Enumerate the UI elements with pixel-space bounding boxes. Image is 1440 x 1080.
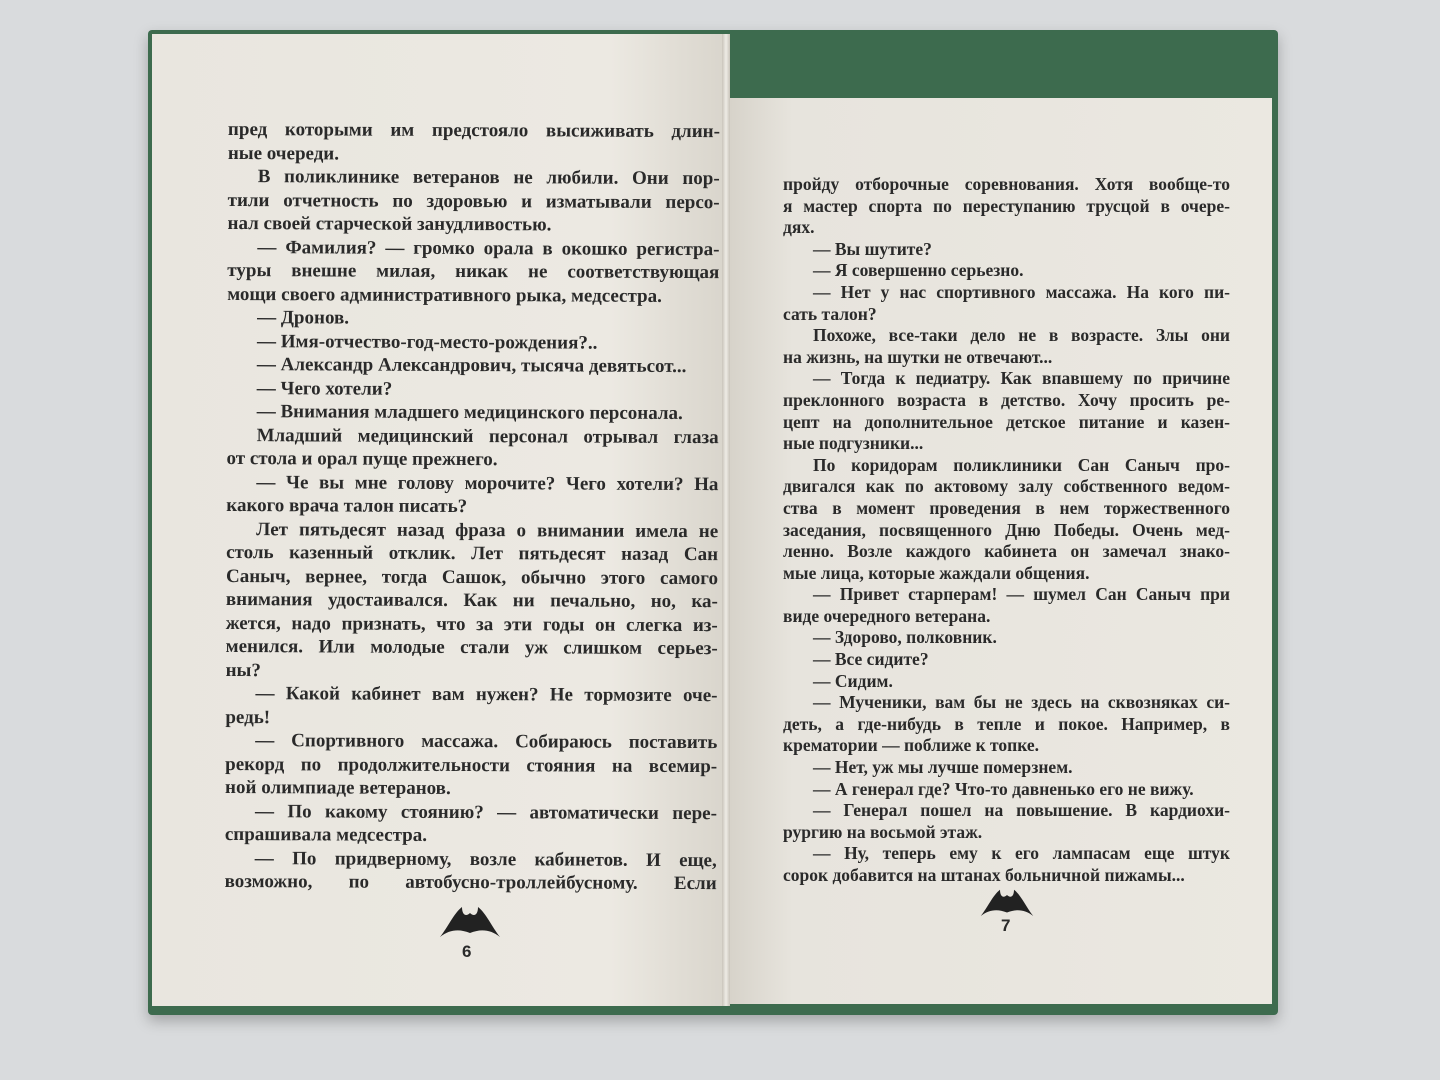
text-line: — Ну, теперь ему к его лампасам еще штук bbox=[813, 843, 1230, 864]
text-line: — Какой кабинет вам нужен? Не тормозите оче- bbox=[255, 683, 718, 707]
text-line: — Здорово, полковник. bbox=[813, 627, 997, 648]
text-line: — Спортивного массажа. Собираюсь поставить bbox=[255, 730, 718, 754]
text-line: рекорд по продолжительности стояния на всемир- bbox=[225, 753, 718, 777]
text-line: — Все сидите? bbox=[813, 649, 929, 670]
text-line: я мастер спорта по переступанию трусцой в очере- bbox=[783, 195, 1230, 216]
text-line: ства в момент проведения в нем торжественного bbox=[783, 497, 1230, 518]
text-line: — Мученики, вам бы не здесь на сквозняках си- bbox=[813, 692, 1230, 713]
text-line: редь! bbox=[225, 706, 271, 728]
text-line: — Александр Александрович, тысяча девятьсот... bbox=[256, 354, 687, 378]
bat-icon bbox=[440, 905, 500, 937]
text-line: — Привет старперам! — шумел Сан Саныч при bbox=[813, 584, 1230, 605]
text-line: Саныч, вернее, тогда Сашок, обычно этого самого bbox=[225, 565, 719, 589]
text-line: — Дронов. bbox=[257, 307, 350, 329]
text-line: менился. Или молодые стали уж слишком серьез- bbox=[225, 635, 718, 660]
text-line: — Че вы мне голову морочите? Чего хотели? На bbox=[256, 471, 719, 495]
text-line: Лет пятьдесят назад фраза о внимании имела не bbox=[256, 518, 719, 542]
text-line: — Чего хотели? bbox=[256, 377, 393, 400]
text-line: нал своей старческой занудливостью. bbox=[227, 212, 552, 236]
text-line: преклонного возраста в детство. Хочу просить ре- bbox=[783, 389, 1230, 410]
text-line: Младший медицинский персонал отрывал глаза bbox=[256, 424, 719, 448]
text-line: заседания, посвященного Дню Победы. Очень мед- bbox=[783, 519, 1230, 540]
text-line: По коридорам поликлиники Сан Саныч про- bbox=[813, 454, 1230, 475]
page-number-left: 6 bbox=[462, 942, 472, 961]
text-line: В поликлинике ветеранов не любили. Они пор- bbox=[257, 166, 720, 190]
text-line: — Внимания младшего медицинского персонала. bbox=[256, 401, 683, 424]
text-line: жется, надо признать, что за эти годы он слегка из- bbox=[225, 612, 718, 636]
text-line: рургию на восьмой этаж. bbox=[783, 821, 983, 842]
text-line: — Нет у нас спортивного массажа. На кого пи- bbox=[813, 281, 1230, 302]
text-line: цепт на дополнительное детское питание и казен- bbox=[783, 411, 1230, 432]
text-line: — А генерал где? Что-то давненько его не вижу. bbox=[813, 778, 1194, 799]
text-line: мощи своего административного рыка, медсестра. bbox=[227, 283, 662, 307]
text-line: тили отчетность по здоровью и изматывали персо- bbox=[227, 189, 720, 213]
text-line: ны? bbox=[225, 659, 261, 681]
text-line: спрашивала медсестра. bbox=[224, 823, 428, 846]
left-page-text bbox=[225, 118, 720, 896]
text-line: столь казенный отклик. Лет пятьдесят назад Сан bbox=[226, 541, 719, 566]
right-page-text bbox=[783, 174, 1230, 887]
text-line: на жизнь, на шутки не отвечают... bbox=[783, 346, 1053, 367]
text-line: пройду отборочные соревнования. Хотя вообще-то bbox=[783, 174, 1230, 194]
text-line: двигался как по актовому залу собственного ведом- bbox=[783, 476, 1230, 497]
text-line: сорок добавится на штанах больничной пижамы... bbox=[783, 865, 1185, 885]
text-line: — По придверному, возле кабинетов. И еще, bbox=[254, 847, 717, 871]
text-line: — По какому стоянию? — автоматически пере- bbox=[254, 800, 718, 824]
text-line: пред которыми им предстояло высиживать длин- bbox=[227, 118, 720, 143]
text-line: от стола и орал пуще прежнего. bbox=[226, 447, 498, 471]
text-line: внимания удостаивался. Как ни печально, но, ка- bbox=[225, 588, 718, 613]
text-line: мые лица, которые жаждали общения. bbox=[783, 562, 1090, 583]
text-line: возможно, по автобусно-троллейбусному. Если bbox=[224, 870, 717, 895]
bat-icon bbox=[980, 888, 1034, 916]
text-line: Похоже, все-таки дело не в возрасте. Злы они bbox=[813, 325, 1230, 346]
text-line: — Я совершенно серьезно. bbox=[813, 260, 1024, 281]
text-line: дях. bbox=[783, 217, 815, 238]
text-line: деть, а где-нибудь в тепле и покое. Например, в bbox=[783, 713, 1230, 734]
text-line: ные подгузники... bbox=[783, 433, 924, 454]
text-line: какого врача талон писать? bbox=[226, 494, 468, 518]
text-line: — Нет, уж мы лучше померзнем. bbox=[813, 757, 1073, 778]
text-line: ные очереди. bbox=[227, 142, 340, 164]
text-line: — Сидим. bbox=[813, 670, 893, 691]
text-line: ной олимпиаде ветеранов. bbox=[225, 776, 451, 799]
book-spine-gutter bbox=[722, 34, 730, 1006]
text-line: виде очередного ветерана. bbox=[783, 605, 991, 626]
text-line: — Имя-отчество-год-место-рождения?.. bbox=[256, 330, 598, 354]
page-number-right: 7 bbox=[1001, 916, 1011, 935]
text-line: — Генерал пошел на повышение. В кардиохи- bbox=[813, 800, 1230, 821]
text-line: крематории — поближе к топке. bbox=[783, 735, 1040, 756]
text-line: — Тогда к педиатру. Как впавшему по причине bbox=[813, 368, 1230, 389]
text-line: туры внешне милая, никак не соответствующая bbox=[227, 259, 720, 284]
text-line: ленно. Возле каждого кабинета он замечал знако- bbox=[783, 541, 1230, 562]
text-line: — Вы шутите? bbox=[813, 238, 932, 259]
text-line: — Фамилия? — громко орала в окошко регистра- bbox=[257, 236, 720, 260]
text-line: сать талон? bbox=[783, 303, 877, 324]
